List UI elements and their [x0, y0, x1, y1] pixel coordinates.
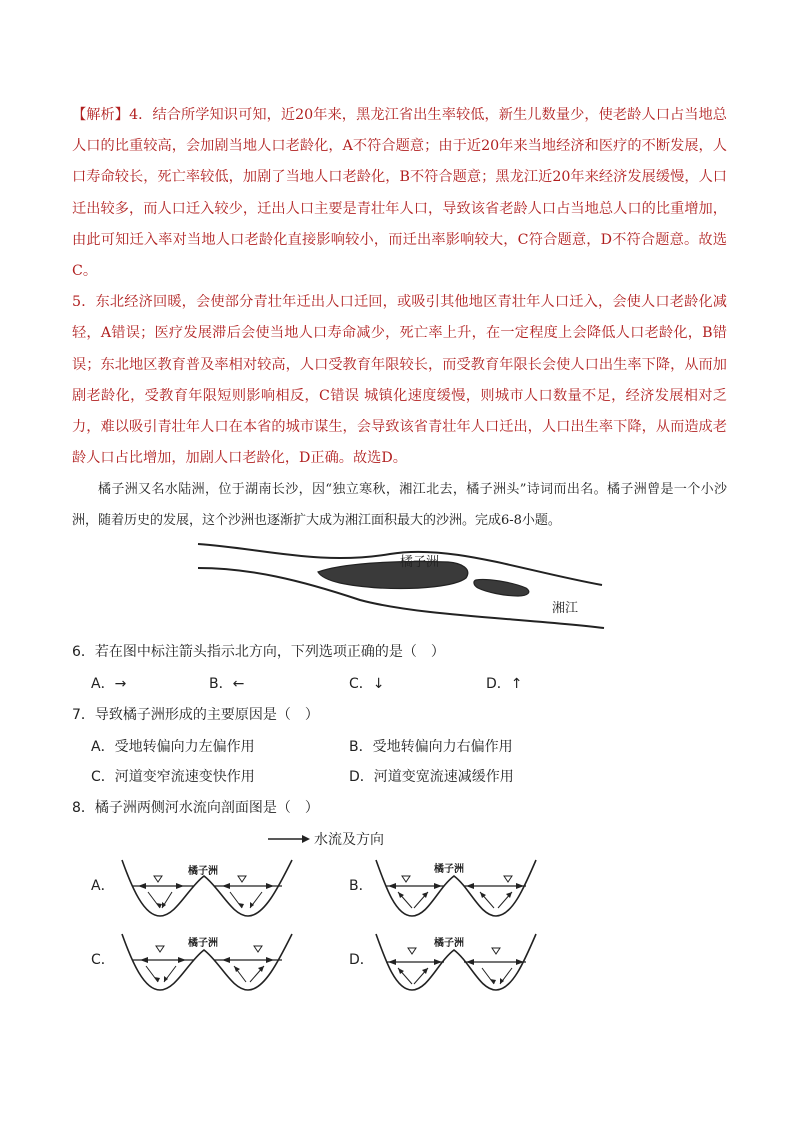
q8-b-island-label: 橘子洲 [434, 864, 464, 875]
question-8-stem: 8．橘子洲两侧河水流向剖面图是（ ） [72, 800, 319, 816]
q7-option-d[interactable]: D．河道变宽流速减缓作用 [349, 769, 514, 785]
q6-option-d[interactable]: D．↑ [486, 676, 523, 692]
flow-legend-arrowhead [302, 835, 310, 843]
analysis-tag: 【解析】 [72, 107, 130, 123]
question-6-stem: 6．若在图中标注箭头指示北方向，下列选项正确的是（ ） [72, 644, 445, 660]
q6-option-a[interactable]: A．→ [91, 676, 127, 692]
q8-option-a-diagram[interactable] [118, 858, 296, 926]
q7-option-a[interactable]: A．受地转偏向力左偏作用 [91, 739, 255, 755]
q8-option-c-diagram[interactable] [118, 932, 296, 1000]
q6-option-b[interactable]: B．← [209, 676, 245, 692]
question-7-stem: 7．导致橘子洲形成的主要原因是（ ） [72, 707, 319, 723]
q7-option-b[interactable]: B．受地转偏向力右偏作用 [349, 739, 513, 755]
map-river-label: 湘江 [552, 601, 579, 616]
analysis-section [72, 100, 727, 474]
q8-option-d-letter[interactable]: D． [349, 952, 374, 968]
river-map [190, 536, 620, 636]
q8-option-b-letter[interactable]: B． [349, 878, 373, 894]
analysis-q5: 5．东北经济回暖，会使部分青壮年迁出人口迁回，或吸引其他地区青壮年人口迁入，会使人口老龄化减轻，A错误；医疗发展滞后会使当地人口寿命减少，死亡率上升，在一定程度上会降低人口老龄化，B错误；东北地区教育普及率相对较高，人口受教育年限较长，而受教育年限长会使人口出生率下降，从而加剧老龄化，受教育年限短则影响相反，C错误 城镇化速度缓慢，则城市人口数量不足，经济发展相对乏力，难以吸引青壮年人口在本省的城市谋生，会导致该省青壮年人口迁出，人口出生率下降，从而造成老龄人口占比增加，加剧人口老龄化，D正确。故选D。 [72, 294, 727, 467]
q8-option-c-letter[interactable]: C． [91, 952, 115, 968]
q8-d-island-label: 橘子洲 [434, 938, 464, 949]
q8-option-d-diagram[interactable] [372, 932, 540, 1000]
q8-c-island-label: 橘子洲 [188, 938, 218, 949]
map-island-label: 橘子洲 [400, 555, 440, 570]
flow-legend [266, 828, 426, 850]
island-main-shape [318, 561, 468, 588]
analysis-q4-text: 4．结合所学知识可知，近20年来，黑龙江省出生率较低，新生儿数量少，使老龄人口占当地总人口的比重较高，会加剧当地人口老龄化，A不符合题意；由于近20年来当地经济和医疗的不断发展，人口寿命较长，死亡率较低，加剧了当地人口老龄化，B不符合题意；黑龙江近20年来经济发展缓慢，人口迁出较多，而人口迁入较少，迁出人口主要是青壮年人口，导致该省老龄人口占当地总人口的比重增加，由此可知迁入率对当地人口老龄化直接影响较小，而迁出率影响较大，C符合题意，D不符合题意。故选C。 [72, 107, 727, 280]
passage-intro: 橘子洲又名水陆洲，位于湖南长沙，因“独立寒秋，湘江北去，橘子洲头”诗词而出名。橘子洲曾是一个小沙洲，随着历史的发展，这个沙洲也逐渐扩大成为湘江面积最大的沙洲。完成6-8小题。 [72, 482, 727, 528]
flow-legend-label: 水流及方向 [314, 832, 384, 848]
q8-option-a-letter[interactable]: A． [91, 878, 115, 894]
q6-option-c[interactable]: C．↓ [349, 676, 385, 692]
analysis-q4 [72, 100, 727, 287]
island-small-shape [474, 579, 529, 596]
q8-option-b-diagram[interactable] [372, 858, 540, 926]
q7-option-c[interactable]: C．河道变窄流速变快作用 [91, 769, 255, 785]
q8-a-island-label: 橘子洲 [188, 866, 218, 877]
